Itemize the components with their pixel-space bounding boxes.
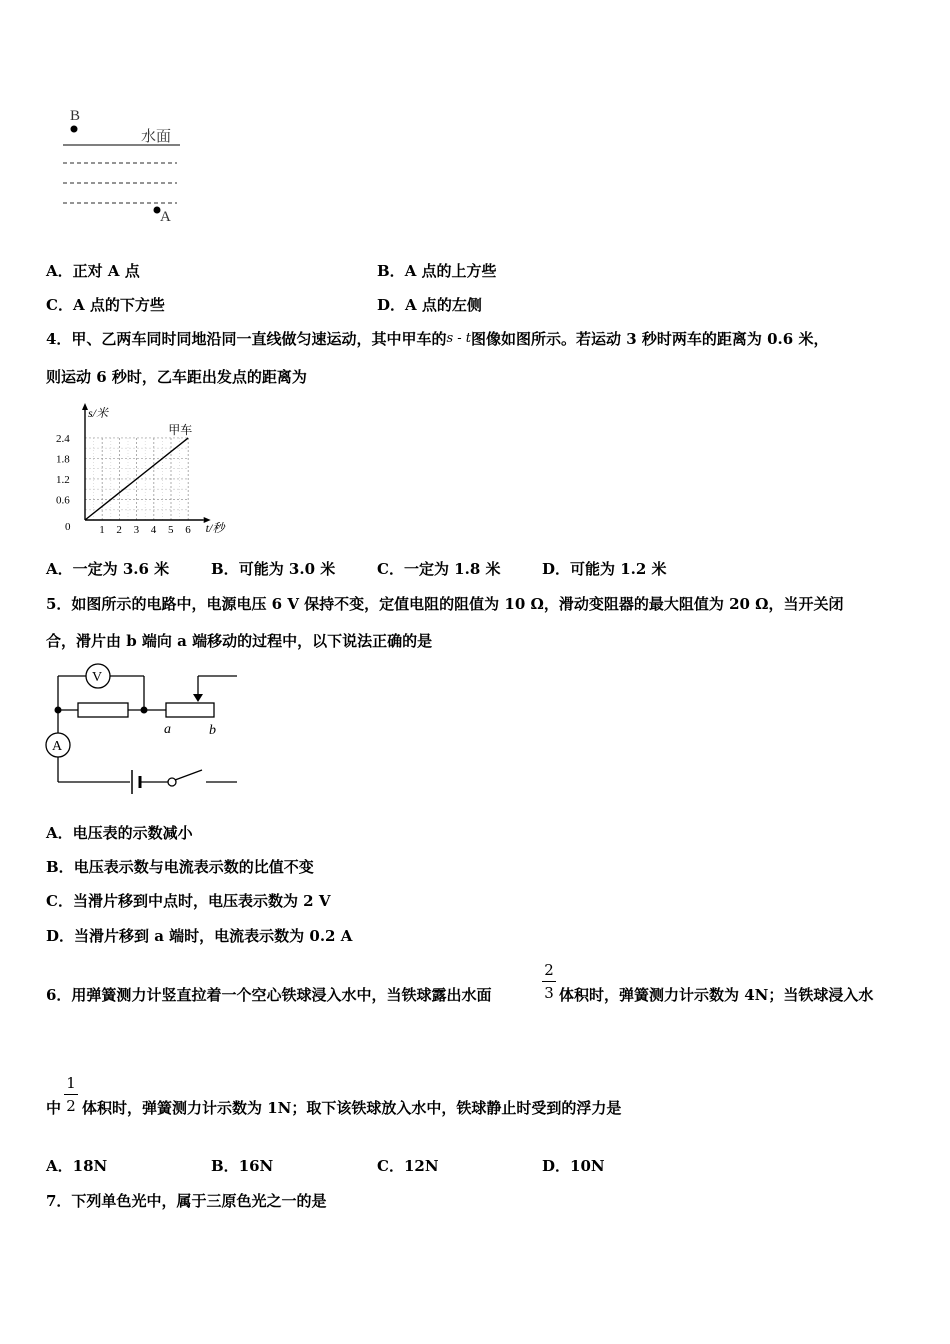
slider-arrow <box>193 694 203 702</box>
x-tick-label: 3 <box>133 524 140 536</box>
fixed-resistor <box>78 703 128 717</box>
q3-option-a: A．正对 A 点 <box>46 262 140 280</box>
fraction-two-thirds: 2 3 <box>542 961 556 1002</box>
q5-stem-line2: 合，滑片由 b 端向 a 端移动的过程中，以下说法正确的是 <box>46 632 433 650</box>
water-surface-label: 水面 <box>141 129 172 145</box>
y-tick-label: 1.8 <box>56 453 70 466</box>
q6-stem-line1-post: 体积时，弹簧测力计示数为 4N；当铁球浸入水 <box>559 986 874 1004</box>
q4-stem-line2: 则运动 6 秒时，乙车距出发点的距离为 <box>46 368 307 386</box>
y-tick-label: 0.6 <box>56 494 70 507</box>
circuit-diagram <box>40 660 245 802</box>
x-tick-label: 1 <box>99 524 105 536</box>
end-b-label: b <box>209 723 216 738</box>
q6-stem-line2-pre: 中 <box>46 1099 62 1117</box>
point-b <box>71 126 78 133</box>
x-axis-label: t/秒 <box>205 521 225 535</box>
point-b-label: B <box>70 108 81 124</box>
series-label: 甲车 <box>168 422 193 437</box>
rheostat <box>166 703 214 717</box>
point-a-label: A <box>160 209 171 225</box>
x-tick-label: 4 <box>150 524 157 536</box>
q4-option-c: C．一定为 1.8 米 <box>377 560 501 578</box>
q4-option-a: A．一定为 3.6 米 <box>46 560 170 578</box>
q6-stem-line1-pre: 6．用弹簧测力计竖直拉着一个空心铁球浸入水中，当铁球露出水面 <box>46 986 492 1004</box>
switch-lever <box>175 770 202 780</box>
y-axis-label: s/米 <box>88 406 109 420</box>
st-symbol: s - t <box>446 331 472 346</box>
st-chart <box>45 402 235 537</box>
x-tick-label: 5 <box>168 524 174 536</box>
origin-label: 0 <box>65 521 71 533</box>
q4-option-d: D．可能为 1.2 米 <box>542 560 667 578</box>
q4-option-b: B．可能为 3.0 米 <box>211 560 336 578</box>
q3-option-d: D．A 点的左侧 <box>377 296 482 314</box>
q6-option-d: D．10N <box>542 1157 605 1175</box>
water-figure <box>55 105 190 230</box>
ammeter-label: A <box>52 739 63 754</box>
q6-option-a: A．18N <box>46 1157 108 1175</box>
fraction-one-half: 1 2 <box>64 1074 78 1115</box>
q3-option-c: C．A 点的下方些 <box>46 296 165 314</box>
q6-option-c: C．12N <box>377 1157 439 1175</box>
x-tick-label: 2 <box>116 524 122 536</box>
voltmeter-label: V <box>92 670 103 685</box>
q7-stem-line1: 7．下列单色光中，属于三原色光之一的是 <box>46 1192 327 1210</box>
end-a-label: a <box>164 722 171 737</box>
y-tick-label: 2.4 <box>56 432 70 445</box>
q5-stem-line1: 5．如图所示的电路中，电源电压 6 V 保持不变，定值电阻的阻值为 10 Ω，滑动变阻器的最大阻值为 20 Ω，当开关闭 <box>46 595 844 613</box>
q4-stem-line1: 4．甲、乙两车同时同地沿同一直线做匀速运动，其中甲车的s - t图像如图所示。若运动 3 秒时两车的距离为 0.6 米， <box>46 330 829 348</box>
y-tick-label: 1.2 <box>56 473 70 486</box>
q6-stem-line2-post: 体积时，弹簧测力计示数为 1N；取下该铁球放入水中，铁球静止时受到的浮力是 <box>82 1099 622 1117</box>
q5-option-b: B．电压表示数与电流表示数的比值不变 <box>46 858 314 876</box>
q5-option-a: A．电压表的示数减小 <box>46 824 193 842</box>
q6-option-b: B．16N <box>211 1157 274 1175</box>
q3-option-b: B．A 点的上方些 <box>377 262 497 280</box>
x-tick-label: 6 <box>185 524 191 536</box>
q5-option-d: D．当滑片移到 a 端时，电流表示数为 0.2 A <box>46 927 353 945</box>
switch-pivot <box>168 778 176 786</box>
q5-option-c: C．当滑片移到中点时，电压表示数为 2 V <box>46 892 331 910</box>
